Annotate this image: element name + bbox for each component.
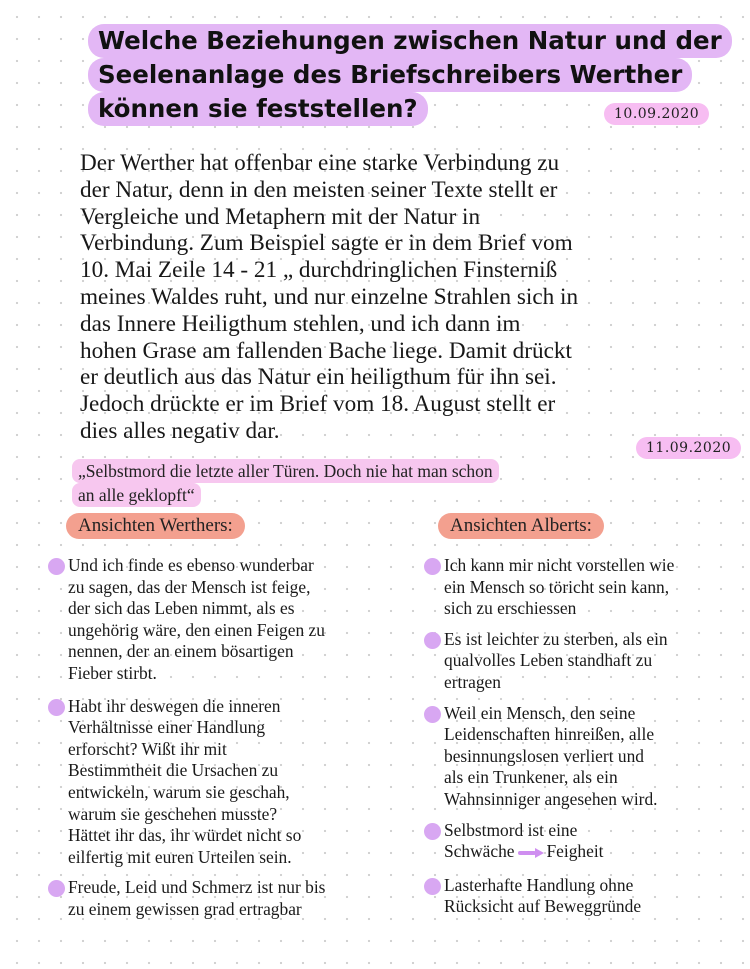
albert-views-title: Ansichten Alberts: <box>438 513 604 539</box>
paragraph-line: Jedoch drückte er im Brief vom 18. August stellt er <box>80 391 556 418</box>
date-badge-first: 10.09.2020 <box>604 103 709 125</box>
list-item <box>48 696 418 869</box>
right-arrow-icon <box>518 848 544 858</box>
list-item <box>48 877 418 920</box>
list-item-line: Verhältnisse einer Handlung <box>68 717 266 738</box>
paragraph-line: Der Werther hat offenbar eine starke Verbindung zu <box>80 150 560 176</box>
albert-views-list <box>424 555 749 918</box>
list-item-line: erforscht? Wißt ihr mit <box>68 738 227 759</box>
circle-bullet-icon <box>48 699 65 716</box>
list-item-line: als ein Trunkener, als ein <box>444 767 618 788</box>
paragraph-line: meines Waldes ruht, und nur einzelne Strahlen sich in <box>80 283 579 310</box>
date-badge-second: 11.09.2020 <box>636 437 741 459</box>
circle-bullet-icon <box>424 878 441 895</box>
list-item-line: zu einem gewissen grad ertragbar <box>68 898 302 919</box>
weakness-word: Schwäche <box>444 841 515 862</box>
circle-bullet-icon <box>424 706 441 723</box>
list-item-line: Ich kann mir nicht vorstellen wie <box>444 555 675 575</box>
list-item <box>48 555 418 685</box>
paragraph-line: 10. Mai Zeile 14 - 21 „ durchdringlichen Finsterniß <box>80 257 558 284</box>
heading-line: Seelenanlage des Briefschreibers Werther <box>88 58 692 92</box>
paragraph-line: Vergleiche und Metaphern mit der Natur in <box>80 203 481 230</box>
paragraph-line: der Natur, denn in den meisten seiner Texte stellt er <box>80 176 558 203</box>
list-item <box>424 820 749 863</box>
list-item-line: Hättet ihr das, ihr würdet nicht so <box>68 825 302 846</box>
quote-line: an alle geklopft“ <box>72 483 201 507</box>
list-item-line: besinnungslosen verliert und <box>444 745 644 766</box>
werther-views-list <box>48 555 418 921</box>
paragraph-line: das Innere Heiligthum stehlen, und ich dann im <box>80 310 521 337</box>
list-item <box>424 703 749 811</box>
list-item-line: ungehörig wäre, den einen Feigen zu <box>68 619 325 640</box>
circle-bullet-icon <box>424 632 441 649</box>
list-item-line: Weil ein Mensch, den seine <box>444 702 636 723</box>
list-item-line: Selbstmord ist eine <box>444 819 578 840</box>
quote-line: „Selbstmord die letzte aller Türen. Doch nie hat man schon <box>72 459 499 483</box>
heading-line: Welche Beziehungen zwischen Natur und der <box>88 24 732 58</box>
list-item-line: sich zu erschiessen <box>444 598 577 619</box>
list-item-line: Fieber stirbt. <box>68 662 157 683</box>
list-item <box>424 629 749 694</box>
list-item-line: Und ich finde es ebenso wunderbar <box>68 555 314 575</box>
paragraph-line: dies alles negativ dar. <box>80 417 280 444</box>
circle-bullet-icon <box>424 558 441 575</box>
list-item-line: nennen, der an einem bösartigen <box>68 641 294 662</box>
list-item-line: Es ist leichter zu sterben, als ein <box>444 628 668 649</box>
list-item-line: Habt ihr deswegen die inneren <box>68 695 281 716</box>
list-item-line: Freude, Leid und Schmerz ist nur bis <box>68 877 326 898</box>
list-item <box>424 875 749 918</box>
list-item-line: qualvolles Leben standhaft zu <box>444 650 653 671</box>
list-item-line: zu sagen, das der Mensch ist feige, <box>68 576 311 597</box>
list-item-line: Wahnsinniger angesehen wird. <box>444 788 658 809</box>
quote-block <box>72 459 672 507</box>
list-item-line: Bestimmtheit die Ursachen zu <box>68 760 279 781</box>
werther-views-title: Ansichten Werthers: <box>66 513 245 539</box>
list-item-line: Lasterhafte Handlung ohne <box>444 874 634 895</box>
list-item <box>424 555 749 620</box>
circle-bullet-icon <box>424 823 441 840</box>
circle-bullet-icon <box>48 880 65 897</box>
circle-bullet-icon <box>48 558 65 575</box>
paragraph-line: Verbindung. Zum Beispiel sagte er in dem Brief vom <box>80 230 573 257</box>
list-item-line <box>444 841 749 863</box>
list-item-line: eilfertig mit euren Urteilen sein. <box>68 846 292 867</box>
list-item-line: der sich das Leben nimmt, als es <box>68 598 295 619</box>
list-item-line: Leidenschaften hinreißen, alle <box>444 724 655 745</box>
paragraph-line: er deutlich aus das Natur ein heiligthum für ihn sei. <box>80 364 557 391</box>
heading-line: können sie feststellen? <box>88 92 428 126</box>
list-item-line: warum sie geschehen musste? <box>68 803 278 824</box>
cowardice-word: Feigheit <box>546 841 604 862</box>
list-item-line: ein Mensch so töricht sein kann, <box>444 576 670 597</box>
list-item-line: ertragen <box>444 671 501 692</box>
paragraph-line: hohen Grase am fallenden Bache liege. Damit drückt <box>80 337 572 364</box>
analysis-paragraph <box>80 150 720 445</box>
list-item-line: entwickeln, warum sie geschah, <box>68 781 290 802</box>
list-item-line: Rücksicht auf Beweggründe <box>444 896 642 917</box>
